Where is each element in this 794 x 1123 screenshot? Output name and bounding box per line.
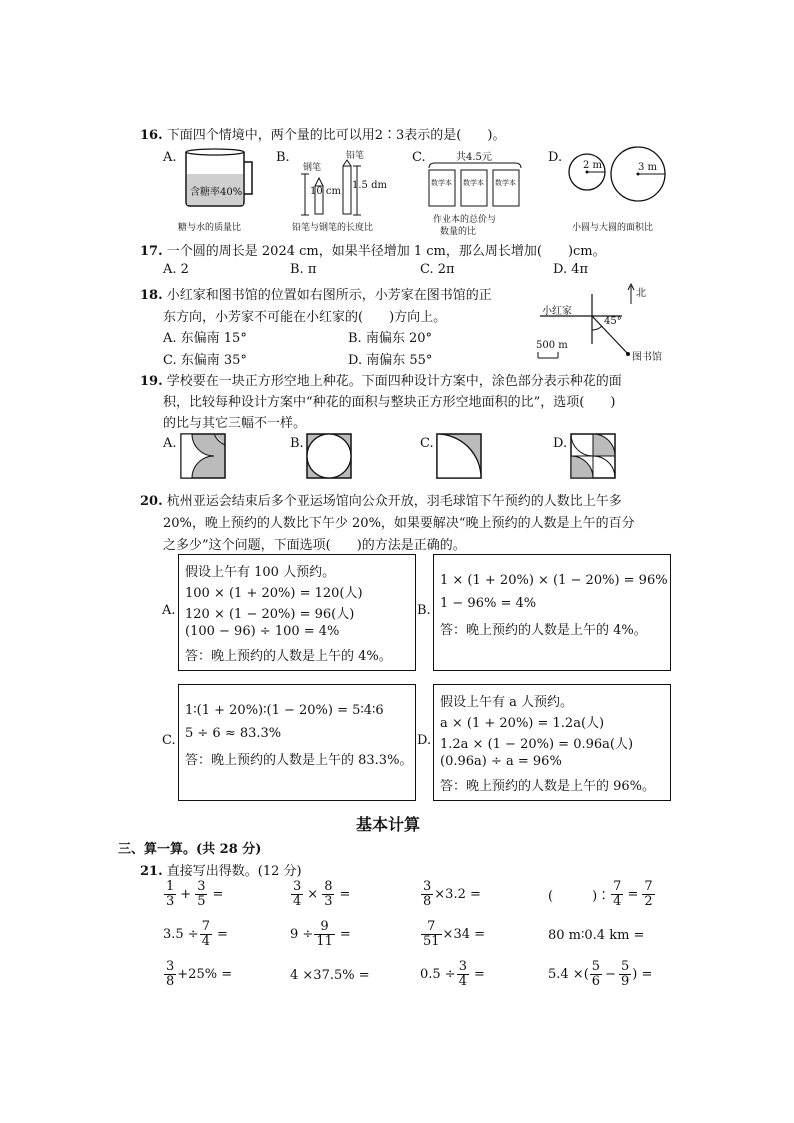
calc-r3c2: 4 ×37.5% = [290, 968, 370, 983]
q16-option-d-label: D. [548, 150, 563, 165]
q18-option-d: D. 南偏东 55° [348, 353, 433, 368]
calc-r2c1: 3.5 ÷ $\frac{7}{4}$ = [163, 919, 228, 949]
square-design-d [570, 433, 616, 479]
q20-c-line2: 5 ÷ 6 ≈ 83.3% [185, 726, 282, 741]
notebook-3-label: 数学本 [495, 179, 516, 187]
section-title: 基本计算 [356, 815, 421, 834]
q19-text-line3: 的比与其它三幅不一样。 [163, 416, 307, 431]
q20-text-line2: 20%，晚上预约的人数比下午少 20%，如果要解决“晚上预约的人数是上午的百分 [163, 516, 635, 531]
q20-a-line5: 答：晚上预约的人数是上午的 4%。 [185, 649, 392, 664]
q20-c-line1: 1∶(1 + 20%)∶(1 − 20%) = 5∶4∶6 [185, 703, 384, 718]
q16-option-b-label: B. [276, 150, 290, 165]
q17-option-b: B. π [290, 262, 317, 277]
q20-d-line3: 1.2a × (1 − 20%) = 0.96a(人) [440, 737, 634, 752]
calc-r1c4: ( )∶ $\frac{7}{4}$ = $\frac{7}{2}$ [548, 879, 653, 909]
q18-text-line1: 小红家和图书馆的位置如右图所示，小芳家在图书馆的正 [166, 288, 492, 303]
q16-option-a-label: A. [163, 150, 177, 165]
q20-d-line1: 假设上午有 a 人预约。 [440, 695, 574, 710]
q21-number: 21. [140, 864, 163, 879]
q20-c-line3: 答：晚上预约的人数是上午的 83.3%。 [185, 753, 413, 768]
circles-icon [562, 150, 672, 210]
q16-total-price: 共4.5元 [456, 152, 492, 163]
q18-number: 18. [140, 288, 163, 303]
q16-pen2-label: 铅笔 [346, 151, 365, 161]
q21-stem [140, 860, 302, 879]
q21-text: 直接写出得数。(12 分) [166, 864, 302, 879]
q20-d-line4: (0.96a) ÷ a = 96% [440, 754, 562, 769]
q20-a-line1: 假设上午有 100 人预约。 [185, 565, 336, 580]
scale-label: 500 m [536, 340, 568, 351]
q16-option-c-label: C. [412, 150, 426, 165]
q20-option-b-label: B. [417, 603, 431, 618]
square-design-a [180, 433, 226, 479]
q18-stem-line1 [140, 284, 492, 303]
q16-stem [140, 124, 505, 143]
q20-a-line4: (100 − 96) ÷ 100 = 4% [185, 624, 340, 639]
q17-option-c: C. 2π [420, 262, 455, 277]
q19-text-line2: 积，比较每种设计方案中“种花的面积与整块正方形空地面积的比”，选项( ) [163, 395, 616, 410]
q19-option-b-label: B. [290, 436, 304, 451]
q20-option-c-label: C. [162, 733, 176, 748]
q19-stem-line1 [140, 370, 622, 389]
q20-a-line2: 100 × (1 + 20%) = 120(人) [185, 586, 363, 601]
q17-text: 一个圆的周长是 2024 cm，如果半径增加 1 cm，那么周长增加( )cm。 [166, 244, 606, 259]
q19-option-a-label: A. [163, 436, 177, 451]
q16-option-a-caption: 糖与水的质量比 [178, 223, 242, 233]
q19-text-line1: 学校要在一块正方形空地上种花。下面四种设计方案中，涂色部分表示种花的面 [166, 374, 622, 389]
q20-b-line3: 答：晚上预约的人数是上午的 4%。 [440, 623, 647, 638]
q20-d-line5: 答：晚上预约的人数是上午的 96%。 [440, 779, 656, 794]
calc-r3c3: 0.5 ÷ $\frac{3}{4}$ = [420, 959, 485, 989]
q18-option-c: C. 东偏南 35° [163, 353, 247, 368]
q20-a-line3: 120 × (1 − 20%) = 96(人) [185, 607, 355, 622]
home-label: 小红家 [542, 306, 572, 317]
q20-option-a-label: A. [162, 603, 176, 618]
q16-option-a-inner: 含糖率40% [190, 187, 243, 198]
q18-text-line2: 东方向，小芳家不可能在小红家的( )方向上。 [163, 310, 447, 325]
q20-box-a [178, 554, 416, 671]
q20-option-d-label: D. [417, 733, 432, 748]
q17-number: 17. [140, 244, 163, 259]
beaker-icon [178, 148, 258, 208]
calc-r2c4: 80 m∶0.4 km = [548, 928, 645, 943]
q16-option-c-caption1: 作业本的总价与 [433, 215, 497, 225]
q20-d-line2: a × (1 + 20%) = 1.2a(人) [440, 716, 605, 731]
square-design-b [306, 433, 352, 479]
section3-heading: 三、算一算。(共 28 分) [118, 842, 262, 857]
q16-option-b-caption: 铅笔与钢笔的长度比 [292, 223, 374, 233]
q16-text: 下面四个情境中，两个量的比可以用2∶3表示的是( )。 [166, 128, 506, 143]
q20-text-line1: 杭州亚运会结束后多个亚运场馆向公众开放，羽毛球馆下午预约的人数比上午多 [166, 494, 622, 509]
q16-option-c-caption2: 数量的比 [440, 227, 477, 237]
q16-number: 16. [140, 128, 163, 143]
notebook-2-label: 数学本 [463, 179, 484, 187]
q20-b-line1: 1 × (1 + 20%) × (1 − 20%) = 96% [440, 573, 668, 588]
q19-number: 19. [140, 374, 163, 389]
notebook-1-label: 数学本 [431, 179, 452, 187]
q18-option-a: A. 东偏南 15° [163, 331, 247, 346]
calc-r2c3: $\frac{7}{51}$ ×34 = [423, 919, 486, 949]
north-label: 北 [636, 288, 646, 299]
library-label: 图书馆 [632, 352, 662, 363]
q20-box-c [178, 684, 416, 801]
calc-r1c3: $\frac{3}{8}$ ×3.2 = [423, 879, 481, 909]
calc-r1c2: $\frac{3}{4}$ × $\frac{8}{3}$ = [293, 879, 351, 909]
q16-option-d-caption: 小圆与大圆的面积比 [572, 223, 654, 233]
q16-len1: 10 cm [310, 186, 341, 197]
q20-number: 20. [140, 494, 163, 509]
q20-box-d [433, 684, 671, 801]
square-design-c [436, 433, 482, 479]
calc-r2c2: 9 ÷ $\frac{9}{11}$ = [290, 919, 351, 949]
q20-text-line3: 之多少”这个问题，下面选项( )的方法是正确的。 [163, 538, 466, 553]
q17-option-d: D. 4π [553, 262, 589, 277]
q16-small-radius: 2 m [583, 160, 603, 171]
q19-option-c-label: C. [420, 436, 434, 451]
q20-stem-line1 [140, 490, 622, 509]
angle-label: 45° [604, 316, 622, 327]
q17-stem [140, 240, 606, 259]
calc-r3c1: $\frac{3}{8}$ +25% = [166, 959, 233, 989]
q20-box-b [433, 554, 671, 671]
q17-option-a: A. 2 [163, 262, 189, 277]
calc-r1c1: $\frac{1}{3}$ + $\frac{3}{5}$ = [166, 879, 224, 909]
q16-pen1-label: 钢笔 [303, 163, 322, 173]
calc-r3c4: 5.4 ×( $\frac{5}{6}$ − $\frac{5}{9}$ ) = [548, 959, 653, 989]
q16-large-radius: 3 m [638, 162, 658, 173]
q20-b-line2: 1 − 96% = 4% [440, 596, 537, 611]
q19-option-d-label: D. [553, 436, 568, 451]
q18-option-b: B. 南偏东 20° [348, 331, 432, 346]
q16-len2: 1.5 dm [352, 180, 387, 191]
